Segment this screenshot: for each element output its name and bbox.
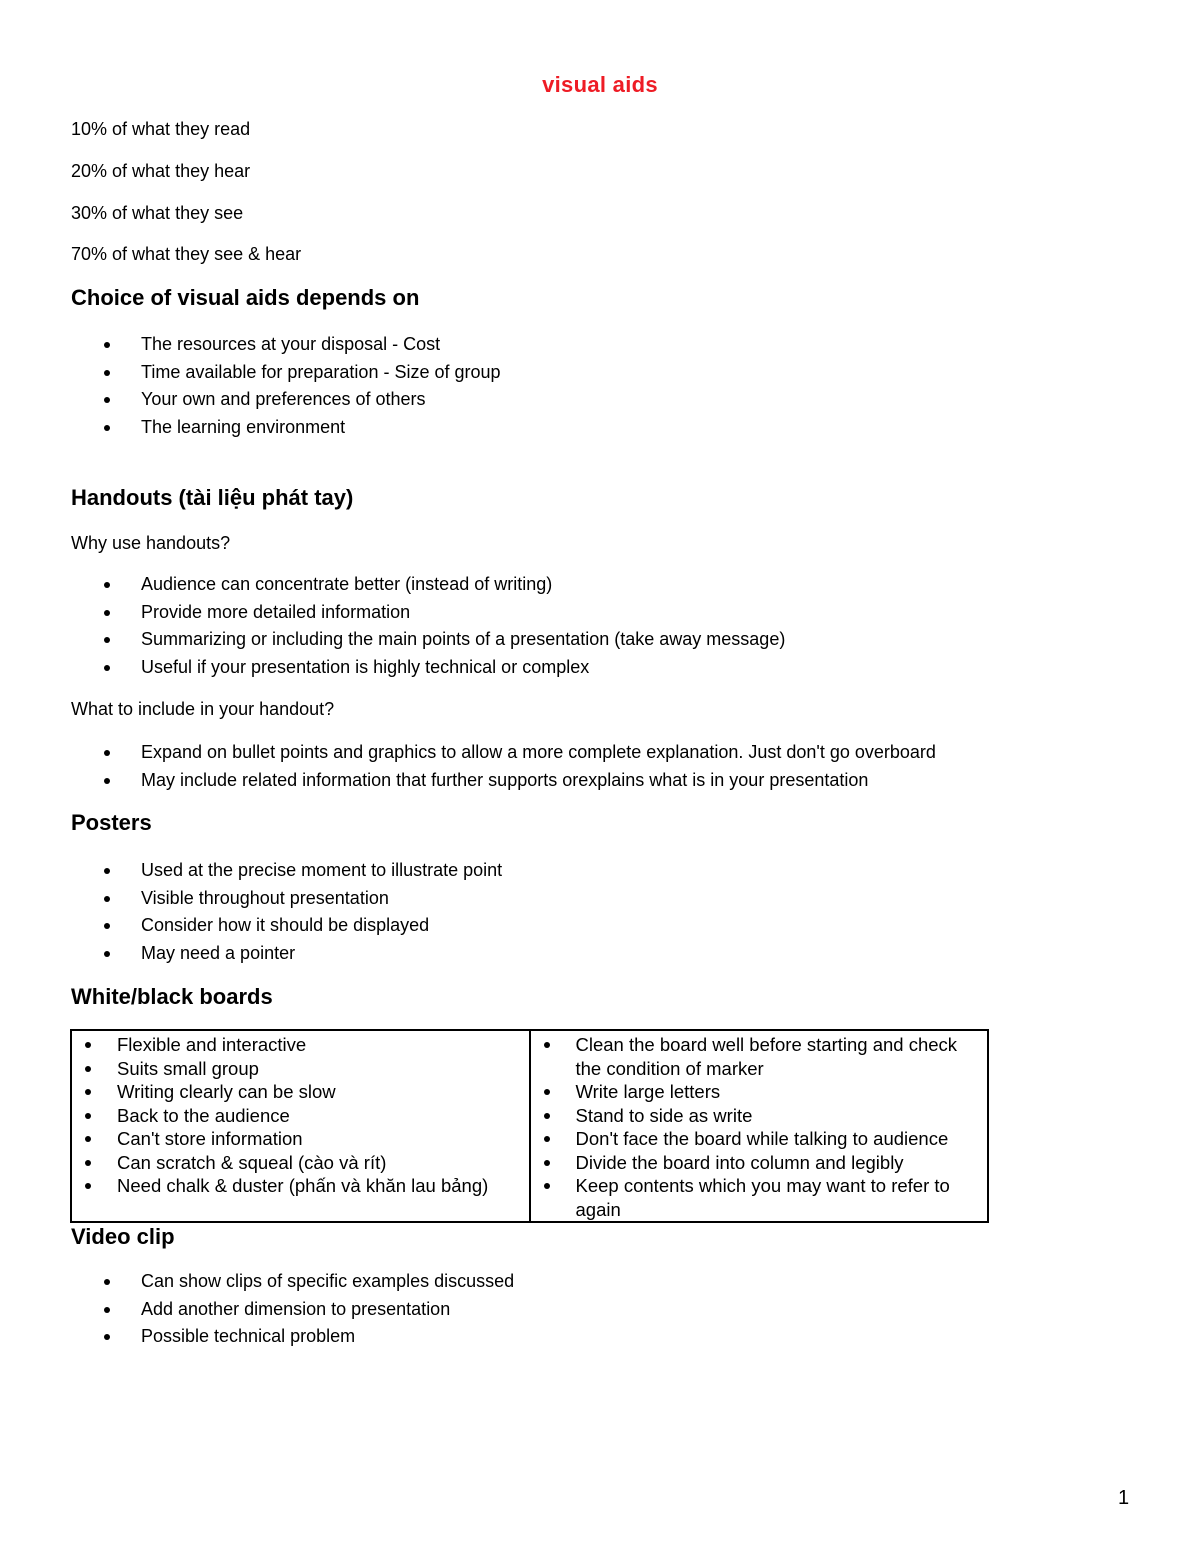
- list-item: Summarizing or including the main points of a presentation (take away message): [100, 628, 785, 656]
- heading-handouts: Handouts (tài liệu phát tay): [71, 485, 354, 510]
- list-item: Consider how it should be displayed: [100, 914, 502, 942]
- stat-line: 70% of what they see & hear: [71, 244, 302, 264]
- list-item: Back to the audience: [72, 1104, 529, 1128]
- list-item: Visible throughout presentation: [100, 887, 502, 915]
- list-item: May need a pointer: [100, 942, 502, 970]
- list-item: Suits small group: [72, 1057, 529, 1081]
- heading-choice: Choice of visual aids depends on: [71, 285, 420, 310]
- list-item: The resources at your disposal - Cost: [100, 333, 501, 361]
- list-item: Possible technical problem: [100, 1325, 514, 1353]
- list-item: Stand to side as write: [531, 1104, 988, 1128]
- boards-right-list: [531, 1031, 988, 1221]
- list-item: The learning environment: [100, 416, 501, 444]
- list-item: Your own and preferences of others: [100, 388, 501, 416]
- list-item: Expand on bullet points and graphics to allow a more complete explanation. Just don't go overboard: [100, 741, 936, 769]
- list-item: Flexible and interactive: [72, 1033, 529, 1057]
- list-item: Add another dimension to presentation: [100, 1298, 514, 1326]
- stat-line: 20% of what they hear: [71, 161, 251, 181]
- document-title: visual aids: [542, 72, 658, 97]
- list-item: Don't face the board while talking to audience: [531, 1127, 988, 1151]
- list-item: Used at the precise moment to illustrate point: [100, 859, 502, 887]
- list-item: Time available for preparation - Size of group: [100, 361, 501, 389]
- video-list: [100, 1270, 514, 1353]
- boards-table: [70, 1029, 989, 1223]
- why-handouts-list: [100, 573, 785, 683]
- choice-list: [100, 333, 501, 443]
- list-item: Write large letters: [531, 1080, 988, 1104]
- boards-left-cell: [71, 1030, 530, 1222]
- list-item: Keep contents which you may want to refer to again: [531, 1174, 988, 1221]
- list-item: Divide the board into column and legibly: [531, 1151, 988, 1175]
- what-include-label: What to include in your handout?: [71, 699, 335, 719]
- list-item: May include related information that further supports orexplains what is in your presentation: [100, 769, 936, 797]
- posters-list: [100, 859, 502, 969]
- heading-boards: White/black boards: [71, 984, 273, 1009]
- heading-posters: Posters: [71, 810, 152, 835]
- list-item: Writing clearly can be slow: [72, 1080, 529, 1104]
- stat-line: 10% of what they read: [71, 119, 251, 139]
- list-item: Need chalk & duster (phấn và khăn lau bảng): [72, 1174, 529, 1198]
- list-item: Clean the board well before starting and check the condition of marker: [531, 1033, 988, 1080]
- list-item: Provide more detailed information: [100, 601, 785, 629]
- list-item: Can show clips of specific examples discussed: [100, 1270, 514, 1298]
- list-item: Audience can concentrate better (instead of writing): [100, 573, 785, 601]
- list-item: Can scratch & squeal (cào và rít): [72, 1151, 529, 1175]
- what-include-list: [100, 741, 936, 796]
- why-handouts-label: Why use handouts?: [71, 533, 231, 553]
- heading-video: Video clip: [71, 1224, 175, 1249]
- boards-left-list: [72, 1031, 529, 1198]
- stat-line: 30% of what they see: [71, 203, 244, 223]
- list-item: Can't store information: [72, 1127, 529, 1151]
- boards-right-cell: [530, 1030, 989, 1222]
- page-number: 1: [1118, 1487, 1130, 1509]
- list-item: Useful if your presentation is highly technical or complex: [100, 656, 785, 684]
